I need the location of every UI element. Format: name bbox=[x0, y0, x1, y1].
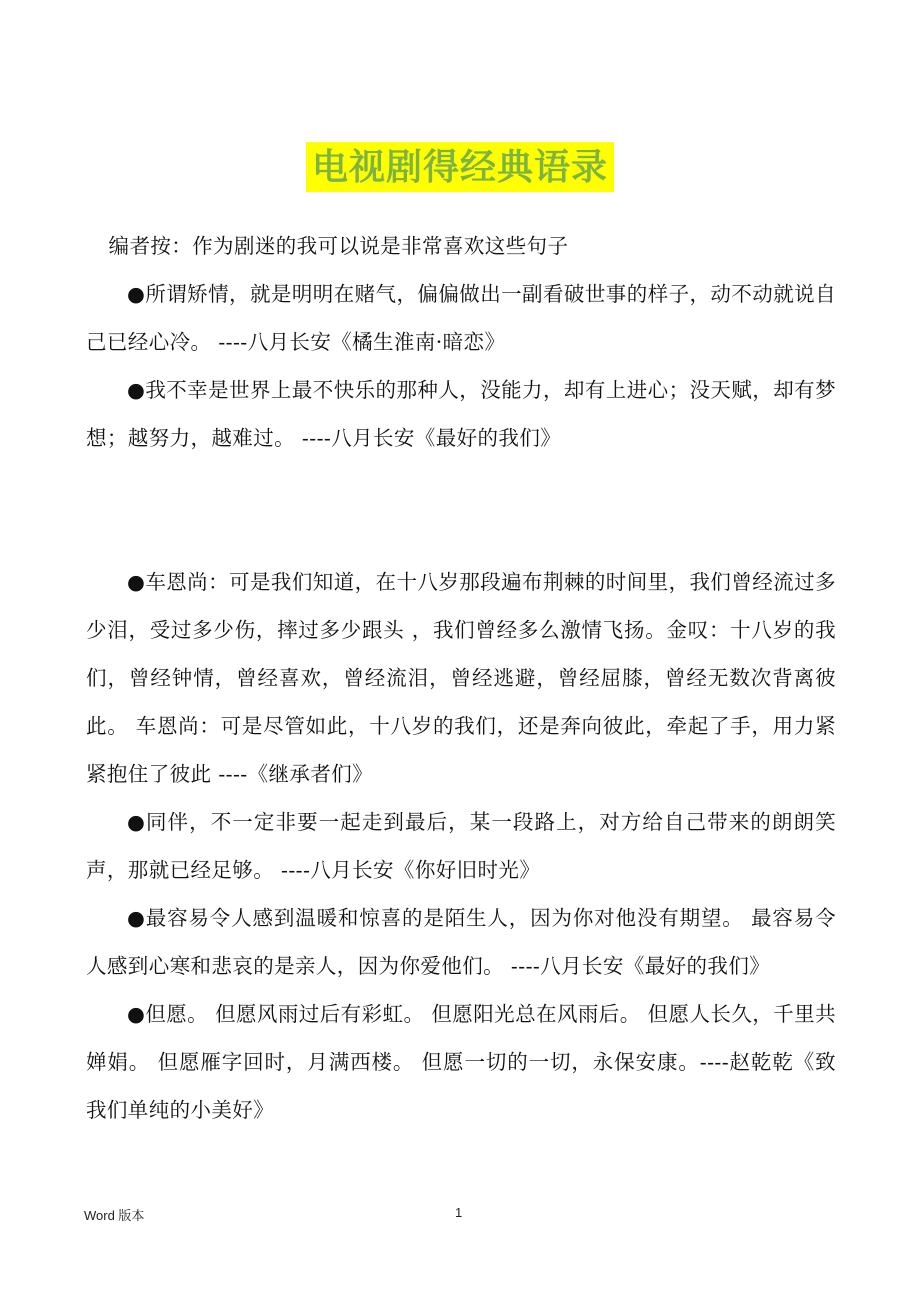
quote-paragraph: ●所谓矫情，就是明明在赌气，偏偏做出一副看破世事的样子，动不动就说自己已经心冷。 ----八月长安《橘生淮南·暗恋》 bbox=[86, 282, 836, 354]
document-title: 电视剧得经典语录 bbox=[306, 142, 614, 192]
quote-paragraph: ●最容易令人感到温暖和惊喜的是陌生人，因为你对他没有期望。 最容易令人感到心寒和悲哀的是亲人，因为你爱他们。 ----八月长安《最好的我们》 bbox=[86, 906, 836, 978]
footer-version-label: Word 版本 bbox=[84, 1208, 145, 1223]
document-body bbox=[86, 222, 836, 1134]
blank-line bbox=[86, 462, 836, 510]
title-container bbox=[0, 142, 920, 192]
quote-paragraph: ●我不幸是世界上最不快乐的那种人，没能力，却有上进心；没天赋，却有梦想；越努力，越难过。 ----八月长安《最好的我们》 bbox=[86, 378, 836, 450]
quote-paragraph: ●但愿。 但愿风雨过后有彩虹。 但愿阳光总在风雨后。 但愿人长久，千里共婵娟。 但愿雁字回时，月满西楼。 但愿一切的一切，永保安康。----赵乾乾《致我们单纯的小美好》 bbox=[86, 1002, 836, 1122]
quote-paragraph: ●同伴，不一定非要一起走到最后，某一段路上，对方给自己带来的朗朗笑声，那就已经足够。 ----八月长安《你好旧时光》 bbox=[86, 810, 836, 882]
quote-paragraph: ●车恩尚：可是我们知道，在十八岁那段遍布荆棘的时间里，我们曾经流过多少泪，受过多少伤，摔过多少跟头 ，我们曾经多么激情飞扬。金叹：十八岁的我们，曾经钟情，曾经喜欢，曾经流泪，曾经逃避，曾经屈膝，曾经无数次背离彼此。 车恩尚：可是尽管如此，十八岁的我们，还是奔向彼此，牵起了手，用力紧紧抱住了彼此 ----《继承者们》 bbox=[86, 570, 836, 786]
intro-paragraph: 编者按：作为剧迷的我可以说是非常喜欢这些句子 bbox=[108, 234, 569, 258]
blank-line bbox=[86, 510, 836, 558]
footer-page-number: 1 bbox=[455, 1205, 463, 1220]
